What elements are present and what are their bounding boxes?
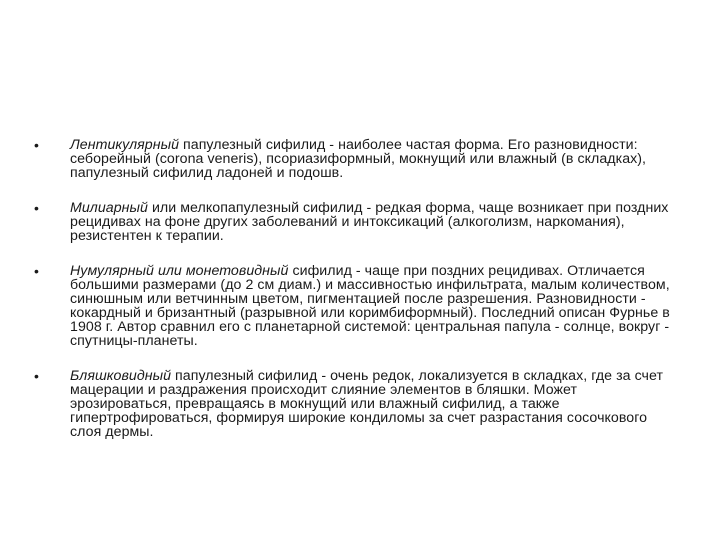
term-lenticular: Лентикулярный — [70, 137, 180, 153]
bullet-icon: • — [34, 200, 39, 216]
bullet-item-miliary — [34, 201, 674, 243]
bullet-item-plaque — [34, 369, 674, 439]
description-miliary: или мелкопапулезный сифилид - редкая форма, чаще возникает при поздних рецидивах на фоне других заболеваний и интоксикаций (алкоголизм, наркомания), резистентен к терапии. — [70, 200, 669, 244]
term-plaque: Бляшковидный — [70, 368, 172, 384]
slide-body — [34, 138, 674, 439]
bullet-icon: • — [34, 263, 39, 279]
term-miliary: Милиарный — [70, 200, 148, 216]
bullet-item-lenticular — [34, 138, 674, 180]
description-nummular: сифилид - чаще при поздних рецидивах. Отличается большими размерами (до 2 см диам.) и массивностью инфильтрата, малым количеством, синюшным или ветчинным цветом, пигментацией после разрешения. Разновидности - кокардный и бризантный (разрывной или коримбиформный). Последний описан Фурнье в 1908 г. Автор сравнил его с планетарной системой: центральная папула - солнце, вокруг - спутницы-планеты. — [70, 263, 670, 349]
bullet-item-nummular — [34, 264, 674, 348]
bullet-icon: • — [34, 368, 39, 384]
description-lenticular: папулезный сифилид - наиболее частая форма. Его разновидности: себорейный (corona veneris), псориазиформный, мокнущий или влажный (в складках), папулезный сифилид ладоней и подошв. — [70, 137, 647, 181]
term-nummular: Нумулярный или монетовидный — [70, 263, 289, 279]
bullet-icon: • — [34, 137, 39, 153]
description-plaque: папулезный сифилид - очень редок, локализуется в складках, где за счет мацерации и раздражения происходит слияние элементов в бляшки. Может эрозироваться, превращаясь в мокнущий или влажный сифилид, а также гипертрофироваться, формируя широкие кондиломы за счет разрастания сосочкового слоя дермы. — [70, 368, 664, 440]
